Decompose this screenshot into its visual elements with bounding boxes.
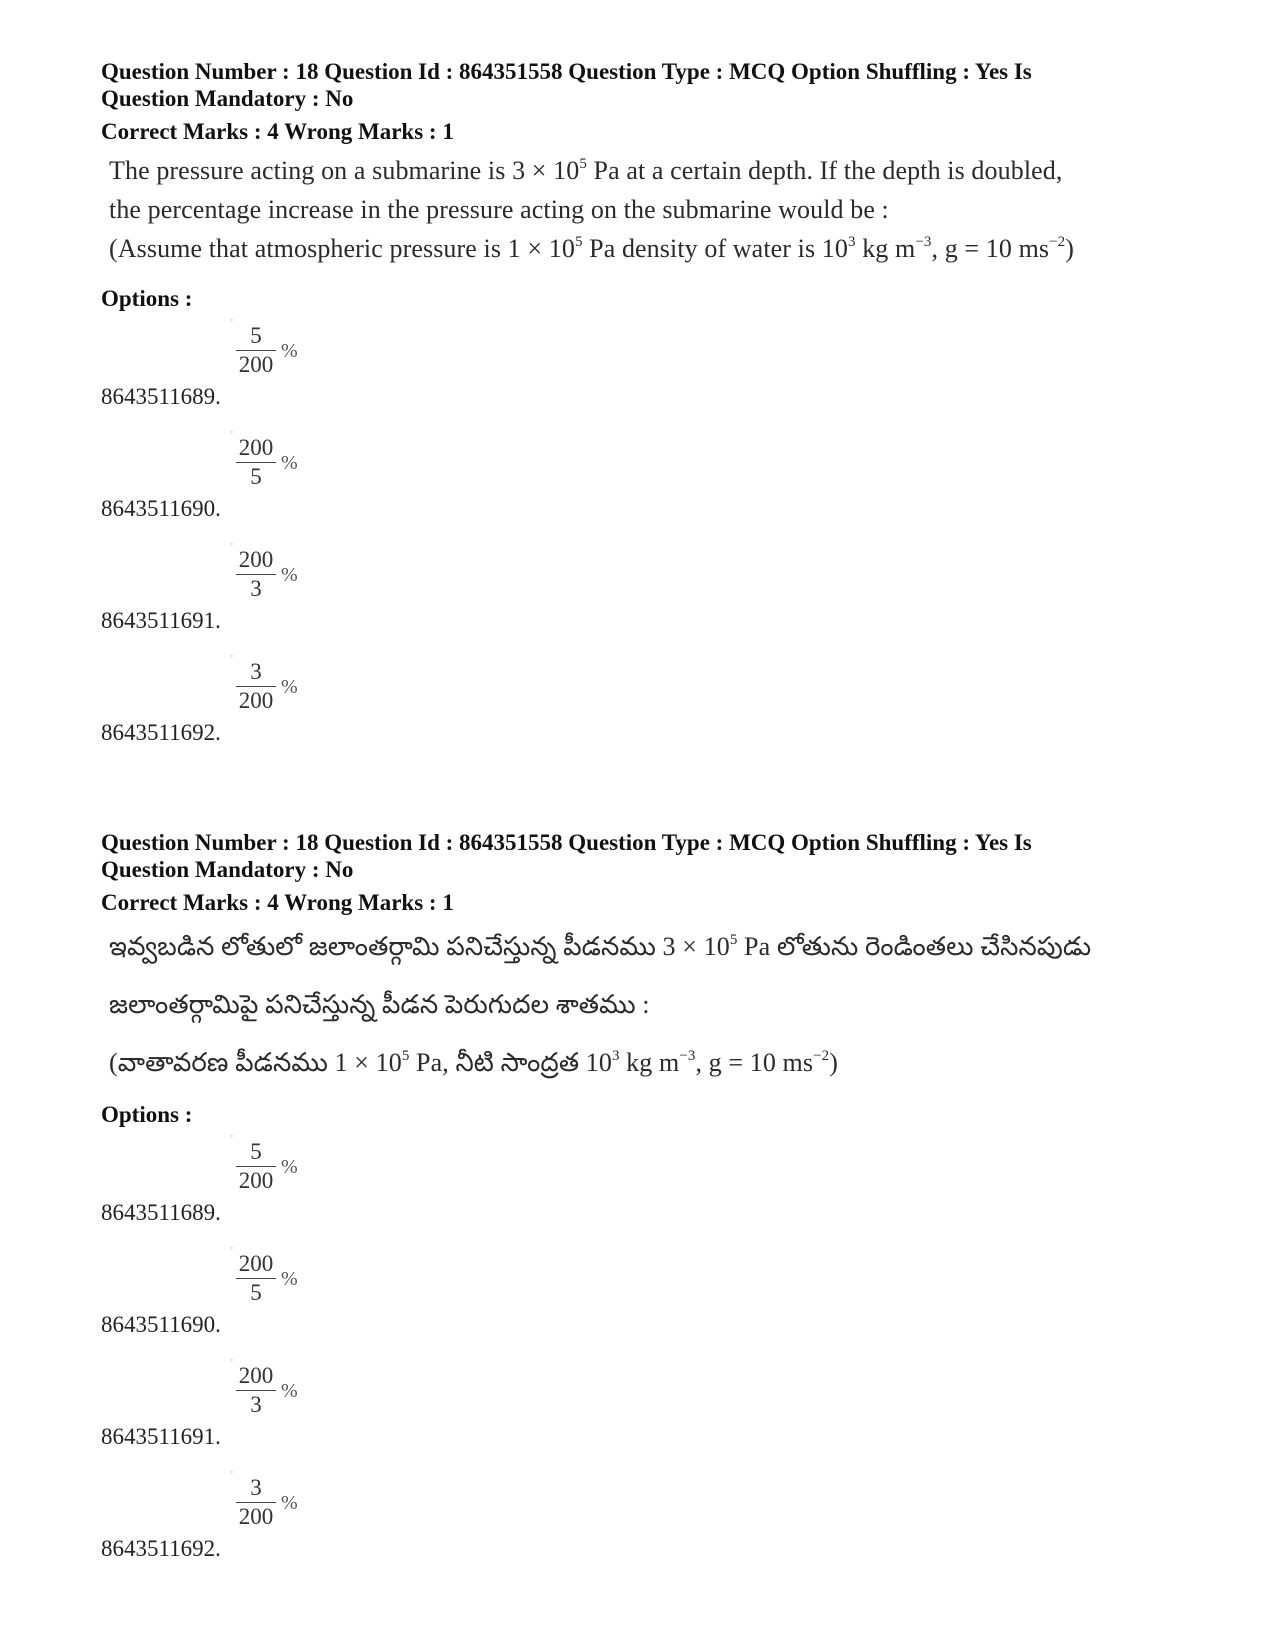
option-id: 8643511692.: [101, 720, 221, 745]
question-text-line-2: the percentage increase in the pressure acting on the submarine would be :: [109, 195, 889, 224]
question-block-telugu: [101, 829, 1181, 1582]
options-label: Options :: [101, 1102, 193, 1127]
question-text-line-1: The pressure acting on a submarine is $3 \times 10^5$ Pa at a certain depth. If the depth is doubled,: [109, 156, 1063, 185]
option-id: 8643511691.: [101, 608, 221, 633]
option-id: 8643511691.: [101, 1424, 221, 1449]
question-block-english: [101, 58, 1181, 766]
marks-line: Correct Marks : 4 Wrong Marks : 1: [101, 890, 454, 915]
question-mandatory-line: Question Mandatory : No: [101, 86, 354, 111]
option-item[interactable]: ' 200 5 % 8643511690.: [101, 1246, 298, 1337]
option-fraction: 5 200: [236, 322, 276, 379]
percent-sign: %: [281, 452, 298, 474]
option-id: 8643511692.: [101, 1536, 221, 1561]
option-id: 8643511689.: [101, 384, 221, 409]
option-fraction: 200 3: [236, 1362, 276, 1419]
option-id: 8643511689.: [101, 1200, 221, 1225]
question-meta-line: Question Number : 18 Question Id : 864351558 Question Type : MCQ Option Shuffling : Yes Is: [101, 830, 1032, 855]
option-item[interactable]: ' 200 3 % 8643511691.: [101, 542, 298, 633]
question-text: [109, 151, 1181, 268]
option-item[interactable]: ' 3 200 % 8643511692.: [101, 1470, 298, 1561]
options-label: Options :: [101, 286, 193, 311]
question-meta-line: Question Number : 18 Question Id : 864351558 Question Type : MCQ Option Shuffling : Yes Is: [101, 59, 1032, 84]
option-item[interactable]: ' 3 200 % 8643511692.: [101, 654, 298, 745]
question-text-line-3: (Assume that atmospheric pressure is $1 \times 10^5$ Pa density of water is $10^3$ kg $m^{-3}$, g = 10 $ms^{-2}$): [109, 234, 1075, 263]
marks-line: Correct Marks : 4 Wrong Marks : 1: [101, 119, 454, 144]
percent-sign: %: [281, 564, 298, 586]
percent-sign: %: [281, 1380, 298, 1402]
option-fraction: 5 200: [236, 1138, 276, 1195]
percent-sign: %: [281, 676, 298, 698]
percent-sign: %: [281, 1268, 298, 1290]
option-item[interactable]: ' 200 3 % 8643511691.: [101, 1358, 298, 1449]
options-list: [101, 1134, 1181, 1582]
question-mandatory-line: Question Mandatory : No: [101, 857, 354, 882]
question-text: [109, 918, 1181, 1092]
percent-sign: %: [281, 1492, 298, 1514]
option-fraction: 3 200: [236, 1474, 276, 1531]
option-fraction: 200 5: [236, 1250, 276, 1307]
question-text-line-1: ఇవ్వబడిన లోతులో జలాంతర్గామి పనిచేస్తున్న పీడనము $3 \times 10^5$ Pa లోతును రెండింతలు చేసినపుడు: [109, 932, 1092, 961]
options-list: [101, 318, 1181, 766]
option-item[interactable]: ' 5 200 % 8643511689.: [101, 318, 298, 409]
option-fraction: 200 3: [236, 546, 276, 603]
question-text-line-2: జలాంతర్గామిపై పనిచేస్తున్న పీడన పెరుగుదల శాతము :: [109, 990, 650, 1019]
option-id: 8643511690.: [101, 496, 221, 521]
option-item[interactable]: ' 5 200 % 8643511689.: [101, 1134, 298, 1225]
option-fraction: 200 5: [236, 434, 276, 491]
percent-sign: %: [281, 1156, 298, 1178]
option-fraction: 3 200: [236, 658, 276, 715]
percent-sign: %: [281, 340, 298, 362]
option-item[interactable]: ' 200 5 % 8643511690.: [101, 430, 298, 521]
question-text-line-3: (వాతావరణ పీడనము $1 \times 10^5$ Pa, నీటి సాంద్రత $10^3$ kg $m^{-3}$, g = 10 $ms^{-2}$): [109, 1048, 839, 1077]
option-id: 8643511690.: [101, 1312, 221, 1337]
